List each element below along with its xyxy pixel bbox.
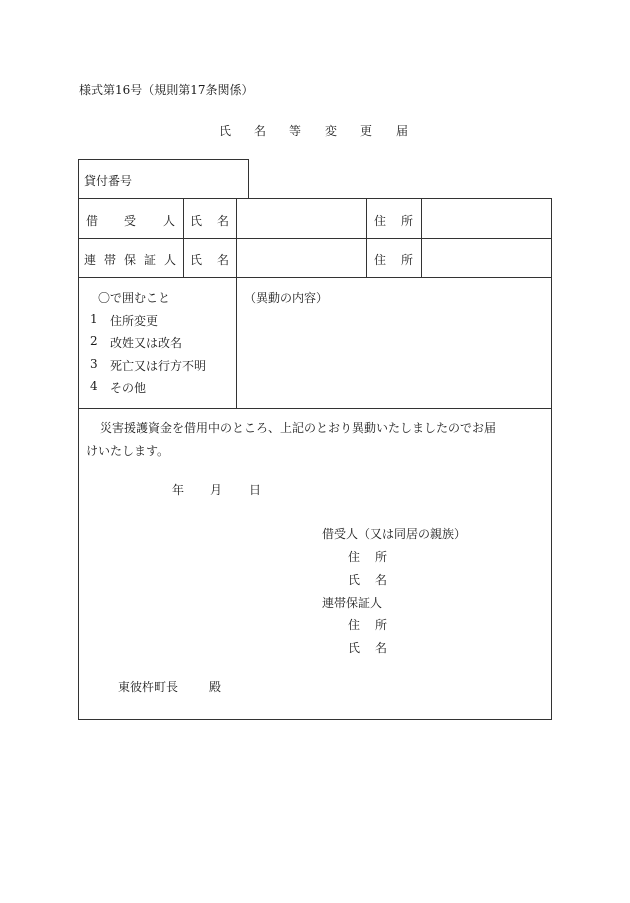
label-char: 住 [374,214,387,228]
option-number: 4 [90,379,98,393]
table-line [78,277,552,278]
date-day-label: 日 [249,483,262,497]
label-char: 所 [401,214,414,228]
label-char: 名 [375,573,388,587]
circle-instruction: 〇で囲むこと [98,291,171,305]
notice-line-1: 災害援護資金を借用中のところ、上記のとおり異動いたしましたのでお届 [100,421,497,435]
label-char: 証 [144,253,157,267]
notice-line-2: けいたします。 [86,444,170,458]
title-char: 届 [396,124,409,138]
label-char: 氏 [348,573,361,587]
form-number: 様式第16号（規則第17条関係） [79,83,254,97]
loan-number-label: 貸付番号 [84,174,133,188]
title-char: 氏 [219,124,232,138]
label-char: 住 [348,618,361,632]
title-char: 等 [289,124,302,138]
label-char: 保 [124,253,137,267]
label-char: 氏 [190,253,203,267]
label-char: 名 [217,214,230,228]
label-char: 連 [84,253,97,267]
guarantor-heading: 連帯保証人 [322,596,383,610]
table-line [248,159,249,198]
change-content-label: （異動の内容） [244,291,329,305]
option-text: 住所変更 [110,314,159,328]
option-number: 1 [90,312,98,326]
label-char: 名 [217,253,230,267]
table-line [183,198,184,277]
option-text: その他 [110,381,147,395]
title-char: 変 [325,124,338,138]
label-char: 住 [374,253,387,267]
date-year-label: 年 [172,483,185,497]
label-char: 借 [86,214,99,228]
table-line [551,198,552,720]
table-line [78,159,249,160]
label-char: 氏 [348,641,361,655]
table-line [421,198,422,277]
table-line [78,719,552,720]
table-line [236,198,237,408]
label-char: 帯 [104,253,117,267]
label-char: 所 [401,253,414,267]
label-char: 名 [375,641,388,655]
label-char: 氏 [190,214,203,228]
table-line [78,408,552,409]
table-line [78,198,552,199]
label-char: 住 [348,550,361,564]
borrower-heading: 借受人（又は同居の親族） [322,527,467,541]
label-char: 所 [375,550,388,564]
option-number: 2 [90,334,98,348]
label-char: 人 [164,253,177,267]
title-char: 名 [254,124,267,138]
table-line [78,159,79,720]
label-char: 人 [163,214,176,228]
option-text: 改姓又は改名 [110,336,183,350]
addressee-office: 東彼杵町長 [118,680,179,694]
table-line [78,238,552,239]
option-number: 3 [90,357,98,371]
title-char: 更 [360,124,373,138]
table-line [366,198,367,277]
option-text: 死亡又は行方不明 [110,359,207,373]
addressee-honorific: 殿 [209,680,222,694]
label-char: 所 [375,618,388,632]
date-month-label: 月 [210,483,223,497]
label-char: 受 [124,214,137,228]
